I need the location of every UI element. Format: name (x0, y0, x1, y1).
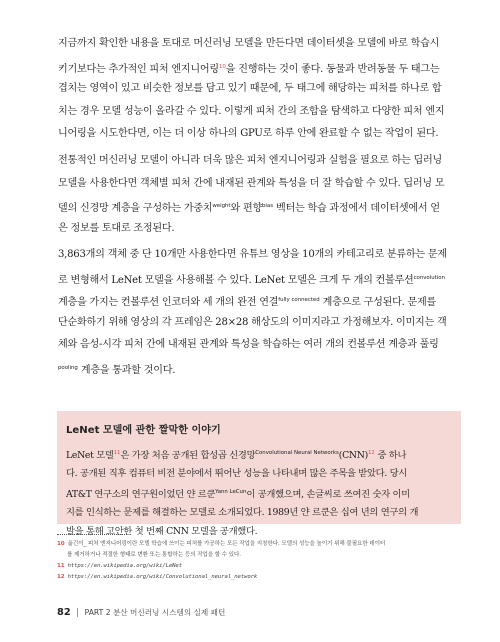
paragraph-line (58, 357, 462, 380)
text-span: 와 편향 (230, 203, 262, 214)
body-paragraph-1 (58, 33, 462, 146)
gloss-yann-lecun: Yann LeCun (215, 489, 247, 495)
paragraph-line: 겹치는 영역이 있고 비슷한 정보를 담고 있기 때문에, 두 태그에 해당하는 피처를 하나로 합 (58, 83, 442, 94)
sidebar-line (66, 483, 454, 503)
paragraph-line: 니어링을 시도한다면, 이는 더 이상 하나의 GPU로 하루 안에 완료할 수 없는 작업이 된다. (58, 128, 439, 139)
gloss-cnn: Convolutional Neural Networks (255, 450, 339, 456)
gloss-convolution: convolution (413, 274, 445, 281)
paragraph-line (58, 267, 462, 290)
paragraph-line: 전통적인 머신러닝 모델이 아니라 더욱 많은 피처 엔지니어링과 실험을 필요로 하는 딥러닝 (58, 155, 443, 166)
footnote-text: 옮긴이_ 피처 엔지니어링이란 모델 학습에 쓰이는 피처를 가공하는 모든 작업을 지칭한다. 모델의 성능을 높이기 위해 불필요한 데이터 (67, 541, 386, 547)
lenet-sidebar-box (57, 411, 461, 537)
text-span: 계층을 통과할 것이다. (77, 364, 176, 376)
text-span: 벡터는 학습 과정에서 데이터셋에서 얻 (273, 203, 440, 214)
footnote-12 (57, 572, 461, 583)
paragraph-line: 치는 경우 모델 성능이 올라갈 수 있다. 이렇게 피처 간의 조합을 탐색하고 다양한 피처 엔지 (58, 105, 445, 117)
paragraph-line: 모델을 사용한다면 객체별 피처 간에 내재된 관계와 특성을 더 잘 학습할 수 있다. 딥러닝 모 (58, 177, 445, 189)
text-span: 로 변형해서 LeNet 모델을 사용해볼 수 있다. LeNet 모델은 크게 두 개의 컨볼루션 (58, 274, 414, 286)
page-footer (57, 607, 225, 618)
footer-divider (77, 608, 78, 617)
sidebar-line: 다. 공개된 직후 컴퓨터 비전 분야에서 뛰어난 성능을 나타내며 많은 주목을 받았다. 당시 (66, 467, 408, 479)
footnote-number: 12 (57, 574, 65, 580)
paragraph-line: 체와 음성-시각 피처 간에 내재된 관계와 특성을 학습하는 여러 개의 컨볼루션 계층과 풀링 (58, 339, 439, 350)
paragraph-line: 3,863개의 객체 중 단 10개만 사용한다면 유튜브 영상을 10개의 카테고리로 분류하는 문제 (58, 249, 447, 260)
sidebar-title: LeNet 모델에 관한 짤막한 이야기 (66, 425, 221, 436)
footnote-number: 11 (57, 563, 65, 569)
footnote-ref-12[interactable]: 12 (367, 450, 375, 456)
text-span: (CNN) (338, 450, 368, 461)
body-paragraph-3 (58, 244, 462, 379)
footnote-link-lenet[interactable]: https://en.wikipedia.org/wiki/LeNet (67, 563, 182, 569)
text-span: 계층을 가지는 컨볼루션 인코더와 세 개의 완전 연결 (58, 297, 279, 308)
paragraph-line: 단순화하기 위해 영상의 각 프레임은 28×28 해상도의 이미지라고 가정해보자. 이미지는 객 (58, 316, 447, 328)
footnote-ref-10[interactable]: 10 (218, 63, 226, 70)
text-span: 중 하나 (374, 450, 407, 461)
page-number: 82 (57, 607, 71, 618)
gloss-bias: bias (262, 203, 274, 209)
text-span: 을 진행하는 것이 좋다. 동물과 반려동물 두 태그는 (225, 63, 440, 75)
footnote-10 (57, 539, 461, 550)
footnote-link-cnn[interactable]: https://en.wikipedia.org/wiki/Convolutional_neural_network (67, 574, 258, 580)
footnote-number: 10 (57, 541, 65, 547)
gloss-fully-connected: fully connected (278, 297, 320, 303)
gloss-weight: weight (212, 203, 231, 209)
paragraph-line: 은 정보를 토대로 조정된다. (58, 222, 175, 234)
sidebar-body (66, 444, 454, 542)
part-label: PART 2 분산 머신러닝 시스템의 실제 패턴 (84, 608, 226, 617)
footnote-ref-11[interactable]: 11 (113, 450, 121, 456)
sidebar-line: 발을 통해 고안한 첫 번째 CNN 모델을 공개했다. (66, 526, 258, 537)
footnote-11 (57, 561, 461, 572)
text-span: LeNet 모델 (66, 450, 114, 461)
sidebar-line: 지를 인식하는 문제를 해결하는 모델로 소개되었다. 1989년 얀 르쿤은 십여 년의 연구의 개 (66, 506, 419, 518)
paragraph-line (58, 56, 462, 79)
footnote-10-continued: 를 제거하거나 적절한 형태로 변환 또는 통합하는 등의 작업을 할 수 있다. (67, 552, 241, 558)
sidebar-line (66, 444, 454, 464)
gloss-pooling: pooling (58, 364, 78, 371)
paragraph-line (58, 289, 462, 312)
footnote-divider (57, 534, 127, 535)
text-span: 은 가장 처음 공개된 합성곱 신경망 (120, 450, 256, 461)
footnotes (57, 539, 461, 583)
body-paragraph-2 (58, 150, 462, 240)
text-span: 이 공개했으며, 손글씨로 쓰여진 숫자 이미 (246, 489, 410, 500)
text-span: 계층으로 구성된다. 문제를 (319, 297, 437, 308)
text-span: AT&T 연구소의 연구원이었던 얀 르쿤 (66, 489, 216, 500)
text-span: 키기보다는 추가적인 피처 엔지니어링 (58, 63, 219, 75)
paragraph-line: 지금까지 확인한 내용을 토대로 머신러닝 모델을 만든다면 데이터셋을 모델에 바로 학습시 (58, 38, 440, 49)
text-span: 델의 신경망 계층을 구성하는 가중치 (58, 203, 213, 214)
paragraph-line (58, 195, 462, 218)
